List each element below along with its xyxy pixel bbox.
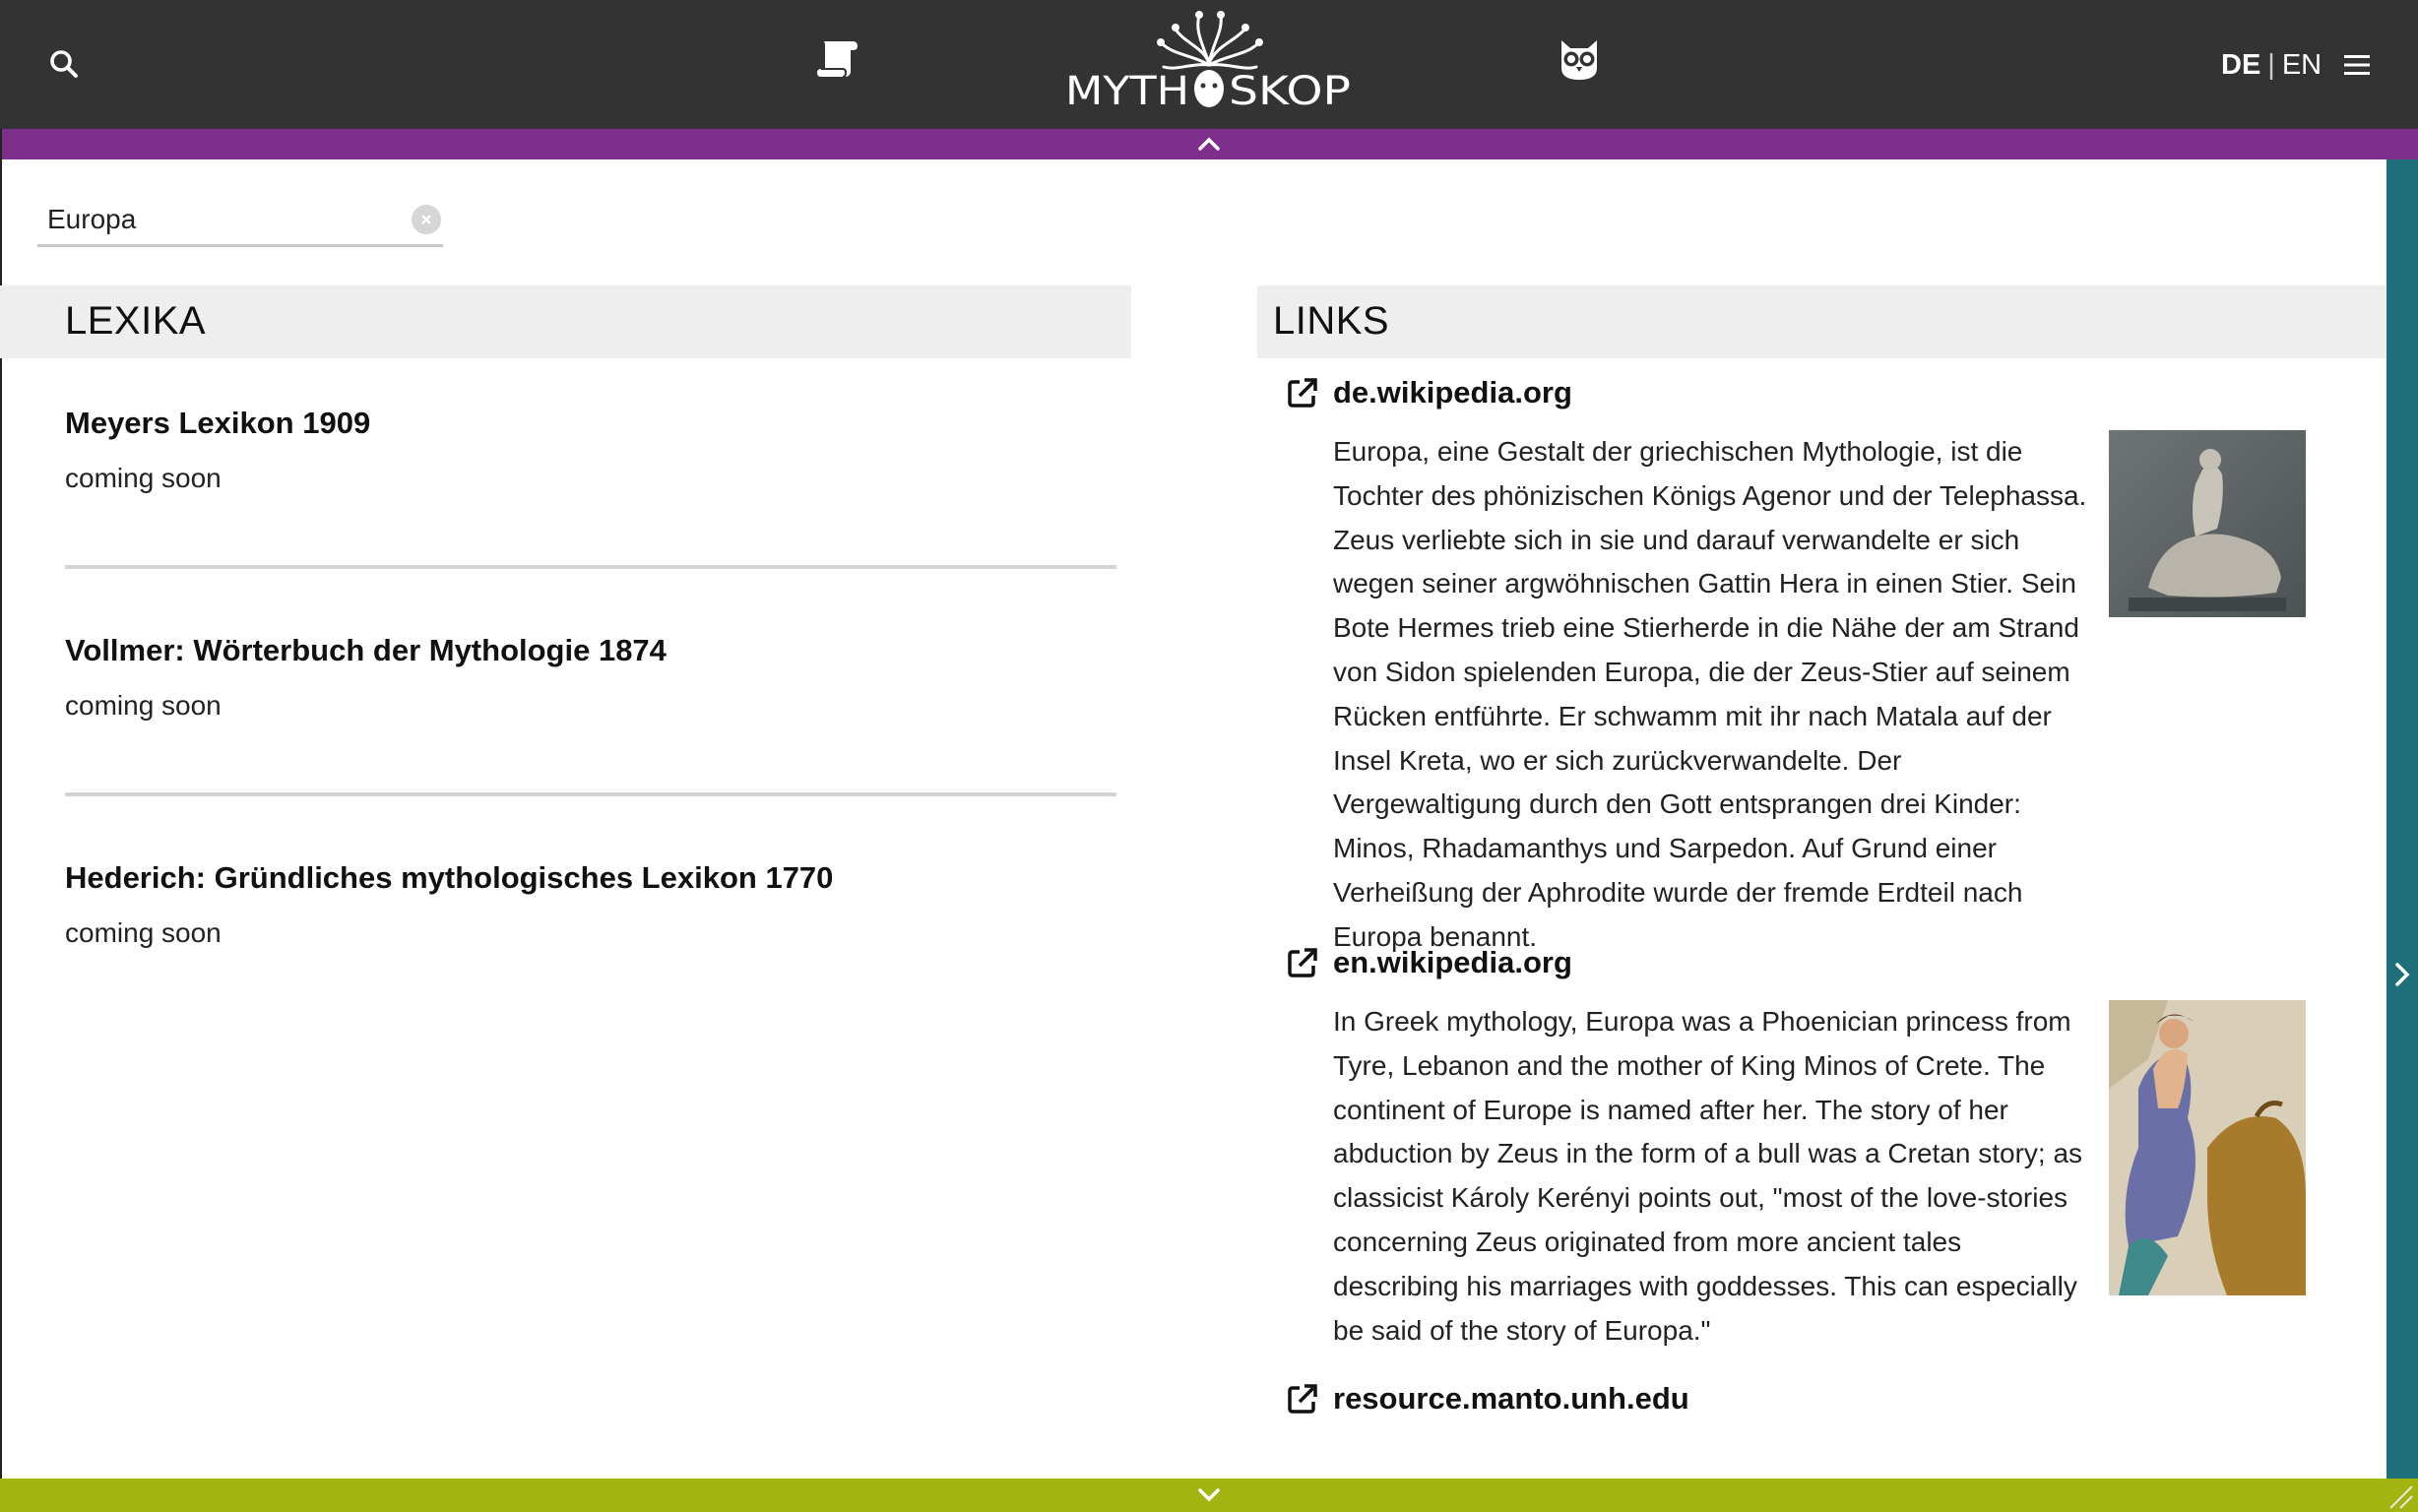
divider — [65, 565, 1116, 569]
scroll-button[interactable] — [809, 32, 866, 87]
lexikon-name: Hederich: Gründliches mythologisches Lexikon 1770 — [65, 860, 834, 895]
europa-fresco-image — [2109, 1000, 2306, 1295]
lang-en-link[interactable]: EN — [2281, 48, 2323, 81]
side-panel-toggle[interactable] — [2386, 159, 2418, 1479]
resize-grip-icon[interactable] — [2386, 1482, 2414, 1510]
links-title: LINKS — [1273, 299, 1390, 343]
mythoskop-logo[interactable] — [1065, 8, 1353, 122]
clear-search-button[interactable] — [412, 205, 441, 234]
link-manto[interactable] — [1286, 1381, 1689, 1417]
language-switcher — [2221, 43, 2322, 87]
link-description: In Greek mythology, Europa was a Phoenician princess from Tyre, Lebanon and the mother of King Minos of Crete. The continent of Europe is named after her. The story of her abduction by Zeus in the form of a bull was a Cretan story; as classicist Károly Kerényi points out, "most of the love-stories concerning Zeus originated from more ancient tales describing his marriages with goddesses. This can especially be said of the story of Europa." — [1333, 1006, 2083, 1346]
lexikon-entry — [65, 633, 1116, 722]
link-description: Europa, eine Gestalt der griechischen Mythologie, ist die Tochter des phönizischen Königs Agenor und der Telephassa. Zeus verliebte sich in sie und darauf verwandelte er sich wegen seiner argwöhnischen Gattin Hera in einen Stier. Sein Bote Hermes trieb eine Stierherde in die Nähe der am Strand von Sidon spielenden Europa, die der Zeus-Stier auf seinem Rücken entführte. Er schwamm mit ihr nach Matala auf der Insel Kreta, wo er sich zurückverwandelte. Der Vergewaltigung durch den Gott entsprangen drei Kinder: Minos, Rhadamanthys und Sarpedon. Auf Grund einer Verheißung der Aphrodite wurde der fremde Erdteil nach Europa benannt. — [1333, 436, 2087, 952]
lexikon-name: Vollmer: Wörterbuch der Mythologie 1874 — [65, 633, 667, 667]
close-icon — [419, 213, 433, 226]
green-panel-toggle[interactable] — [0, 1479, 2418, 1512]
external-link-icon — [1286, 946, 1319, 979]
menu-button[interactable] — [2335, 43, 2379, 87]
search-input[interactable] — [45, 199, 404, 240]
lang-de-link[interactable]: DE — [2221, 48, 2261, 81]
link-domain: en.wikipedia.org — [1333, 945, 1572, 979]
logo-text-right: SKOP — [1229, 69, 1351, 114]
links-header — [1257, 285, 2386, 358]
search-field — [37, 195, 443, 247]
chevron-down-icon — [1195, 1484, 1223, 1506]
logo-text: MYTH — [1065, 69, 1189, 114]
search-button[interactable] — [39, 39, 89, 89]
purple-panel-toggle[interactable] — [0, 129, 2418, 159]
owl-button[interactable] — [1548, 33, 1611, 87]
lexikon-status: coming soon — [65, 917, 222, 948]
lexika-title: LEXIKA — [65, 299, 207, 343]
search-icon — [48, 48, 80, 80]
lang-separator: | — [2267, 48, 2275, 81]
link-domain: de.wikipedia.org — [1333, 375, 1572, 410]
europa-statue-image — [2109, 430, 2306, 617]
lexikon-status: coming soon — [65, 463, 222, 493]
top-bar — [0, 0, 2418, 129]
lexikon-entry — [65, 860, 1116, 949]
chevron-up-icon — [1195, 133, 1223, 155]
hamburger-menu-icon — [2344, 54, 2370, 76]
divider — [65, 792, 1116, 796]
link-de-wikipedia[interactable] — [1286, 375, 1572, 410]
lexikon-status: coming soon — [65, 690, 222, 721]
link-en-wikipedia[interactable] — [1286, 945, 1572, 980]
chevron-right-icon — [2390, 955, 2414, 994]
lexika-header — [0, 285, 1131, 358]
external-link-icon — [1286, 376, 1319, 410]
lexikon-entry — [65, 406, 1116, 494]
scroll-icon — [815, 37, 860, 81]
link-domain: resource.manto.unh.edu — [1333, 1381, 1689, 1416]
external-link-icon — [1286, 1382, 1319, 1416]
owl-icon — [1557, 38, 1602, 82]
lexikon-name: Meyers Lexikon 1909 — [65, 406, 371, 440]
